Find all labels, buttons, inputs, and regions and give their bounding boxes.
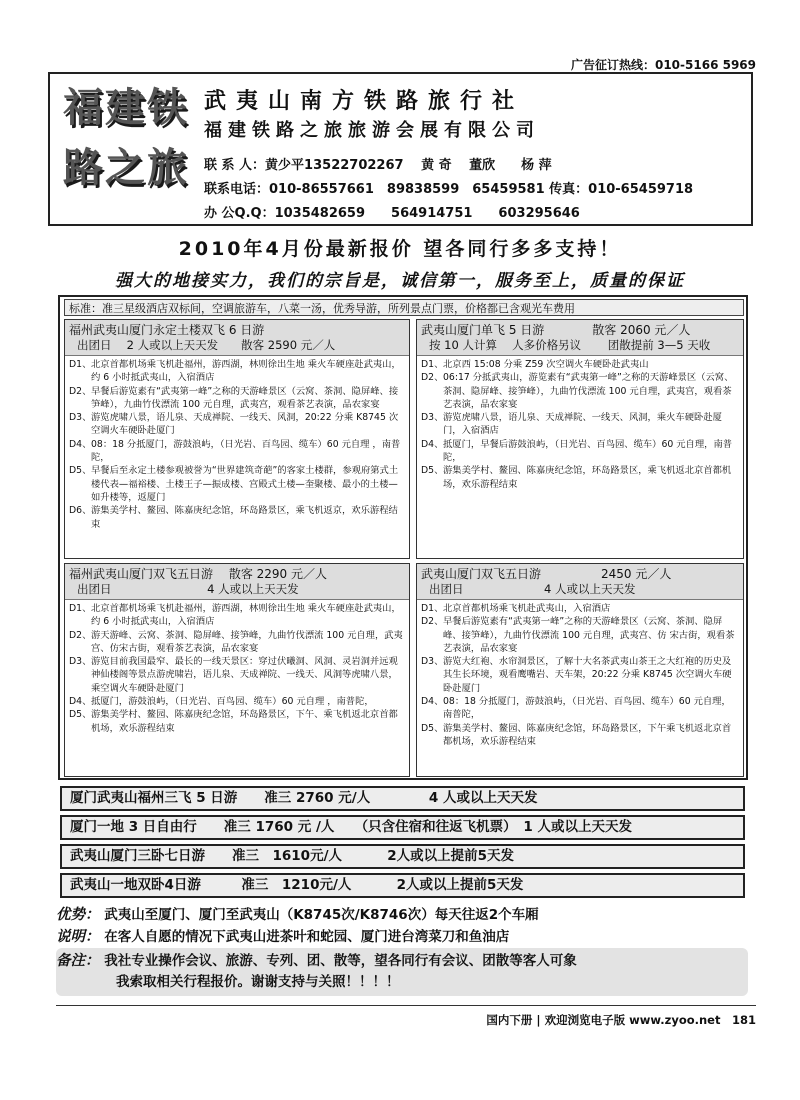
day-number: D2、	[69, 629, 92, 641]
tour-title: 武夷山厦门双飞五日游 2450 元／人	[417, 564, 743, 582]
itinerary-day	[421, 655, 739, 695]
itinerary-day	[421, 411, 739, 438]
day-text: 08：18 分抵厦门，游鼓浪屿，（日光岩、百鸟园、缆车）60 元自理 ，南普陀，	[91, 438, 401, 464]
day-text: 北京首都机场乘飞机赴武夷山，入宿酒店	[443, 603, 611, 614]
day-text: 早餐后游览素有“武夷第一峰”之称的天游峰景区（云窝、茶洞、隐屏峰、接笋峰），九曲竹伐漂流 100 元自理，武夷宫、仿 宋古街，观看茶艺表演，品农家宴	[443, 616, 735, 654]
remark-text-1: 我社专业操作会议、旅游、专列、团、散等，望各同行有会议、团散等客人可象	[104, 953, 577, 969]
itinerary-day	[69, 464, 405, 504]
company-name-1: 武夷山南方铁路旅行社	[204, 89, 525, 114]
day-number: D5、	[421, 722, 444, 734]
day-number: D2、	[421, 616, 444, 628]
contact-qq: 办 公Q.Q：1035482659 564914751 603295646	[204, 206, 580, 221]
remark-label: 备注：	[56, 952, 100, 969]
day-number: D6、	[69, 505, 92, 517]
company-name-2: 福建铁路之旅旅游会展有限公司	[204, 120, 540, 141]
day-number: D1、	[69, 359, 92, 370]
logo-line-2: 路之旅	[63, 144, 189, 191]
description-label: 说明：	[56, 928, 100, 945]
standard-line: 标准：准三星级酒店双标间，空调旅游车，八菜一汤，优秀导游，所列景点门票，价格都已含观光车费用	[64, 299, 744, 316]
day-number: D4、	[69, 438, 92, 450]
remark-text-2: 我索取相关行程报价。谢谢支持与关照！！！！	[116, 974, 400, 990]
logo	[56, 78, 196, 222]
day-text: 早餐后游览素有“武夷第一峰”之称的天游峰景区（云窝、茶洞、隐屏峰、接笋峰），九曲竹伐漂流 100 元自理，武夷宫，观看茶艺表演，品农家宴	[91, 385, 399, 410]
day-text: 08：18 分抵厦门，游鼓浪屿，（日光岩、百鸟园、缆车）60 元自理，南普陀，	[443, 696, 731, 721]
day-text: 北京首都机场乘飞机赴福州，游西湖，林则徐出生地 乘火车硬座赴武夷山，约 6 小时抵武夷山，入宿酒店	[91, 359, 401, 384]
tour-title: 武夷山厦门单飞 5 日游 散客 2060 元／人	[417, 320, 743, 338]
itinerary-day	[69, 708, 405, 735]
day-text: 游集美学村、鳌园、陈嘉庚纪念馆，环岛路景区，下午乘飞机返北京首都机场，欢乐游程结束	[443, 722, 732, 747]
advantage-line	[56, 904, 748, 926]
day-number: D1、	[421, 603, 444, 614]
day-text: 游集美学村、鳌园、陈嘉庚纪念馆，环岛路景区，乘飞机返京，欢乐游程结束	[91, 505, 398, 530]
contact-phones: 联系电话：010-86557661 89838599 65459581 传真：010-65459718	[204, 182, 694, 197]
offer-bar-1: 厦门武夷山福州三飞 5 日游 准三 2760 元/人 4 人或以上天天发	[60, 786, 745, 811]
itinerary-day	[69, 411, 405, 438]
day-number: D4、	[421, 438, 444, 450]
itinerary-day	[69, 629, 405, 656]
remark-line-2	[56, 972, 748, 993]
itinerary-day	[69, 695, 405, 708]
tour-sub: 按 10 人计算 人多价格另议 团散提前 3—5 天收	[417, 338, 743, 356]
itinerary-day	[421, 722, 739, 749]
offer-bar-3: 武夷山厦门三卧七日游 准三 1610元/人 2人或以上提前5天发	[60, 844, 745, 869]
day-text: 游集美学村、鳌园、陈嘉庚纪念馆，环岛路景区，下午、乘飞机返北京首都机场，欢乐游程结束	[91, 709, 398, 734]
day-text: 游览虎啸八景，语儿泉、天成禅院、一线天、风洞，20:22 分乘 K8745 次空调火车硬卧赴厦门	[91, 412, 399, 437]
day-number: D3、	[421, 656, 444, 668]
slogan: 强大的地接实力，我们的宗旨是，诚信第一，服务至上，质量的保证	[115, 271, 685, 291]
day-text: 06:17 分抵武夷山，游览素有“武夷第一峰”之称的天游峰景区（云窝、茶洞、隐屏峰、接笋峰），九曲竹伐漂流 100 元自理，武夷宫，观看茶艺表演，品农家宴	[443, 372, 734, 410]
day-number: D3、	[69, 412, 92, 424]
description-text: 在客人自愿的情况下武夷山进茶叶和蛇园、厦门进台湾菜刀和鱼油店	[104, 929, 510, 945]
day-number: D1、	[69, 603, 92, 614]
day-text: 早餐后至永定土楼参观被誉为“世界建筑奇葩”的客家土楼群，参观府第式土楼代表—福裕楼、土楼王子—振成楼、宫殿式土楼—奎聚楼、最小的土楼—如升楼等，返厦门	[91, 465, 399, 503]
footer: 国内下册 | 欢迎浏览电子版 www.zyoo.net 181	[486, 1013, 756, 1027]
offer-bar-2: 厦门一地 3 日自由行 准三 1760 元 /人 （只含住宿和往返飞机票） 1 人或以上天天发	[60, 815, 745, 840]
tour-days	[65, 356, 409, 531]
day-number: D5、	[69, 709, 92, 721]
itinerary-day	[69, 655, 405, 695]
tour-sub: 出团日 4 人或以上天天发	[65, 582, 409, 600]
day-number: D5、	[421, 465, 444, 477]
tour-box-4	[416, 563, 744, 777]
ad-hotline: 广告征订热线：010-5166 5969	[570, 58, 756, 72]
contact-persons: 联 系 人：黄少平13522702267 黄 奇 董欣 杨 萍	[204, 158, 552, 173]
headline: 2010年4月份最新报价 望各同行多多支持！	[178, 238, 622, 260]
remark-line	[56, 948, 748, 972]
company-header	[48, 72, 753, 226]
day-text: 抵厦门，早餐后游鼓浪屿，（日光岩、百鸟园、缆车）60 元自理，南普陀，	[443, 438, 733, 464]
day-number: D3、	[69, 656, 92, 668]
tour-days	[417, 356, 743, 491]
advantage-label: 优势：	[56, 906, 100, 923]
tour-title: 福州武夷山厦门双飞五日游 散客 2290 元／人	[65, 564, 409, 582]
notes-section	[56, 904, 748, 993]
day-number: D3、	[421, 412, 444, 424]
day-number: D5、	[69, 465, 92, 477]
day-number: D4、	[69, 696, 92, 708]
itinerary-day	[421, 695, 739, 722]
itinerary-day	[69, 504, 405, 531]
tour-days	[417, 600, 743, 748]
day-number: D2、	[421, 372, 444, 384]
itinerary-day	[421, 358, 739, 371]
footer-divider	[56, 1005, 756, 1006]
itinerary-day	[421, 438, 739, 465]
day-number: D4、	[421, 696, 444, 708]
itinerary-day	[421, 371, 739, 411]
itinerary-day	[69, 602, 405, 629]
day-text: 游览大红袍、水帘洞景区，了解十大名茶武夷山茶王之大红袍的历史及其生长环境，观看鹰嘴岩、天车架，20:22 分乘 K8745 次空调火车硬卧赴厦门	[443, 656, 732, 694]
itinerary-day	[69, 358, 405, 385]
day-text: 北京西 15:08 分乘 Z59 次空调火车硬卧赴武夷山	[443, 359, 649, 370]
tour-days	[65, 600, 409, 735]
tour-sub: 出团日 4 人或以上天天发	[417, 582, 743, 600]
day-text: 游览目前我国最窄、最长的一线天景区：穿过伏曦洞、风洞、灵岩洞并远观神仙楼阁等景点游虎啸岩，语儿泉、天成禅院、一线天、风洞等虎啸八景，乘空调火车硬卧赴厦门	[91, 656, 398, 694]
day-number: D1、	[421, 359, 444, 370]
day-text: 游集美学村、鳌园、陈嘉庚纪念馆，环岛路景区，乘飞机返北京首都机场，欢乐游程结束	[443, 465, 732, 490]
day-text: 游天游峰、云窝、茶洞、隐屏峰、接笋峰，九曲竹伐漂流 100 元自理，武夷宫、仿宋古街，观看茶艺表演，品农家宴	[91, 629, 403, 654]
day-text: 北京首都机场乘飞机赴福州，游西湖，林则徐出生地 乘火车硬座赴武夷山，约 6 小时抵武夷山，入宿酒店	[91, 603, 401, 628]
description-line	[56, 926, 748, 948]
day-text: 游览虎啸八景，语儿泉、天成禅院、一线天、风洞，乘火车硬卧赴厦门，入宿酒店	[443, 412, 722, 437]
offer-bar-4: 武夷山一地双卧4日游 准三 1210元/人 2人或以上提前5天发	[60, 873, 745, 898]
day-text: 抵厦门，游鼓浪屿，（日光岩、百鸟园、缆车）60 元自理 ，南普陀，	[91, 696, 374, 708]
tour-box-1	[64, 319, 410, 559]
tour-panel	[58, 295, 748, 780]
itinerary-day	[69, 385, 405, 412]
logo-line-1: 福建铁	[63, 84, 189, 131]
advantage-text: 武夷山至厦门、厦门至武夷山（K8745次/K8746次）每天往返2个车厢	[104, 907, 539, 923]
tour-title: 福州武夷山厦门永定土楼双飞 6 日游	[65, 320, 409, 338]
itinerary-day	[69, 438, 405, 465]
itinerary-day	[421, 464, 739, 491]
tour-box-2	[416, 319, 744, 559]
day-number: D2、	[69, 385, 92, 397]
tour-sub: 出团日 2 人或以上天天发 散客 2590 元／人	[65, 338, 409, 356]
itinerary-day	[421, 615, 739, 655]
tour-box-3	[64, 563, 410, 777]
itinerary-day	[421, 602, 739, 615]
